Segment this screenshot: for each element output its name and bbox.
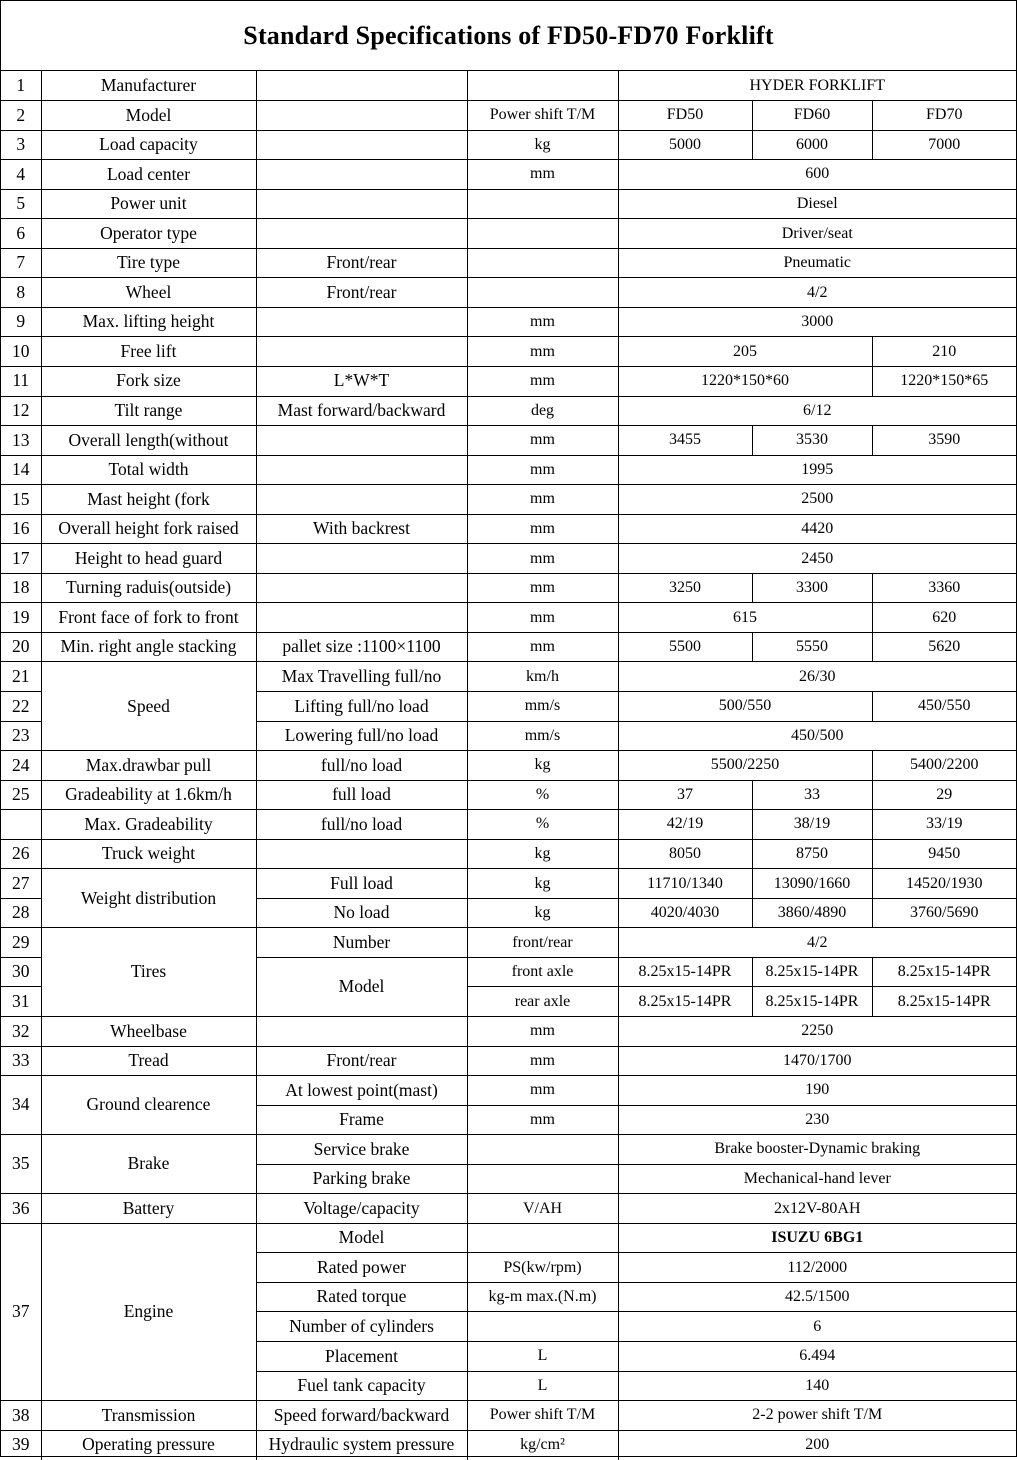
item-name: Free lift bbox=[41, 337, 256, 367]
item-unit bbox=[467, 219, 618, 249]
value-fd60: 33 bbox=[752, 780, 872, 810]
table-row bbox=[1, 71, 1016, 101]
item-unit: V/AH bbox=[467, 1194, 618, 1224]
table-row bbox=[1, 396, 1016, 426]
item-condition: full/no load bbox=[256, 810, 467, 840]
item-condition: Rated power bbox=[256, 1253, 467, 1283]
row-number: 30 bbox=[1, 957, 41, 987]
row-number: 2 bbox=[1, 101, 41, 131]
item-name: Operating pressure bbox=[41, 1430, 256, 1460]
row-number: 12 bbox=[1, 396, 41, 426]
item-unit: km/h bbox=[467, 662, 618, 692]
item-condition bbox=[256, 337, 467, 367]
value-fd50: 5500 bbox=[618, 632, 752, 662]
item-value: 230 bbox=[618, 1105, 1016, 1135]
value-fd70: 1220*150*65 bbox=[872, 366, 1016, 396]
item-name: Gradeability at 1.6km/h bbox=[41, 780, 256, 810]
row-number: 27 bbox=[1, 869, 41, 899]
row-number: 17 bbox=[1, 544, 41, 574]
item-name: Tilt range bbox=[41, 396, 256, 426]
item-unit: mm bbox=[467, 573, 618, 603]
item-condition: L*W*T bbox=[256, 366, 467, 396]
table-row bbox=[1, 780, 1016, 810]
item-value: 600 bbox=[618, 160, 1016, 190]
row-number: 35 bbox=[1, 1135, 41, 1194]
item-name: Total width bbox=[41, 455, 256, 485]
item-name: Brake bbox=[41, 1135, 256, 1194]
item-value: 6/12 bbox=[618, 396, 1016, 426]
table-row bbox=[1, 130, 1016, 160]
item-unit: kg/cm² bbox=[467, 1430, 618, 1460]
item-name: Transmission bbox=[41, 1401, 256, 1431]
value-fd60: 8.25x15-14PR bbox=[752, 957, 872, 987]
item-value: Brake booster-Dynamic braking bbox=[618, 1135, 1016, 1165]
item-unit: mm bbox=[467, 160, 618, 190]
item-condition bbox=[256, 455, 467, 485]
item-condition: No load bbox=[256, 898, 467, 928]
item-unit bbox=[467, 189, 618, 219]
item-condition bbox=[256, 130, 467, 160]
value-fd60: 3300 bbox=[752, 573, 872, 603]
item-value: 2-2 power shift T/M bbox=[618, 1401, 1016, 1431]
item-condition bbox=[256, 603, 467, 633]
row-number: 5 bbox=[1, 189, 41, 219]
item-condition: Full load bbox=[256, 869, 467, 899]
item-condition bbox=[256, 307, 467, 337]
item-condition: Model bbox=[256, 957, 467, 1016]
item-name: Mast height (fork bbox=[41, 485, 256, 515]
item-name: Wheel bbox=[41, 278, 256, 308]
item-condition bbox=[256, 189, 467, 219]
value-fd70: 210 bbox=[872, 337, 1016, 367]
row-number: 32 bbox=[1, 1017, 41, 1047]
item-value: Mechanical-hand lever bbox=[618, 1164, 1016, 1194]
value-fd70: 8.25x15-14PR bbox=[872, 987, 1016, 1017]
table-row bbox=[1, 278, 1016, 308]
item-value: 200 bbox=[618, 1430, 1016, 1460]
item-name: Operator type bbox=[41, 219, 256, 249]
table-row bbox=[1, 514, 1016, 544]
item-name: Truck weight bbox=[41, 839, 256, 869]
item-unit: rear axle bbox=[467, 987, 618, 1017]
item-condition: Front/rear bbox=[256, 1046, 467, 1076]
item-condition: Lowering full/no load bbox=[256, 721, 467, 751]
item-name: Front face of fork to front bbox=[41, 603, 256, 633]
value-fd70: 29 bbox=[872, 780, 1016, 810]
item-value: 42.5/1500 bbox=[618, 1282, 1016, 1312]
row-number: 4 bbox=[1, 160, 41, 190]
item-value: 2450 bbox=[618, 544, 1016, 574]
item-unit: deg bbox=[467, 396, 618, 426]
table-row bbox=[1, 337, 1016, 367]
table-row bbox=[1, 366, 1016, 396]
item-unit: kg bbox=[467, 130, 618, 160]
row-number: 29 bbox=[1, 928, 41, 958]
item-unit: mm/s bbox=[467, 721, 618, 751]
item-unit: kg bbox=[467, 898, 618, 928]
item-condition bbox=[256, 426, 467, 456]
item-value: 3000 bbox=[618, 307, 1016, 337]
table-row bbox=[1, 869, 1016, 899]
row-number: 7 bbox=[1, 248, 41, 278]
row-number: 13 bbox=[1, 426, 41, 456]
item-condition bbox=[256, 1017, 467, 1047]
value-fd70: 3590 bbox=[872, 426, 1016, 456]
item-name: Turning raduis(outside) bbox=[41, 573, 256, 603]
item-name: Overall height fork raised bbox=[41, 514, 256, 544]
table-row bbox=[1, 928, 1016, 958]
row-number: 23 bbox=[1, 721, 41, 751]
item-condition: Front/rear bbox=[256, 278, 467, 308]
item-condition: Placement bbox=[256, 1342, 467, 1372]
item-unit: mm bbox=[467, 1046, 618, 1076]
value-fd50: 8050 bbox=[618, 839, 752, 869]
item-unit: Power shift T/M bbox=[467, 1401, 618, 1431]
item-condition: Lifting full/no load bbox=[256, 691, 467, 721]
row-number: 26 bbox=[1, 839, 41, 869]
table-row bbox=[1, 248, 1016, 278]
value-fd70: 9450 bbox=[872, 839, 1016, 869]
table-row bbox=[1, 1401, 1016, 1431]
item-name: Overall length(without bbox=[41, 426, 256, 456]
table-row bbox=[1, 544, 1016, 574]
item-value: ISUZU 6BG1 bbox=[618, 1223, 1016, 1253]
item-unit: Power shift T/M bbox=[467, 101, 618, 131]
item-name: Weight distribution bbox=[41, 869, 256, 928]
page-title: Standard Specifications of FD50-FD70 Forklift bbox=[1, 1, 1016, 71]
row-number: 36 bbox=[1, 1194, 41, 1224]
item-value: 2500 bbox=[618, 485, 1016, 515]
item-unit bbox=[467, 278, 618, 308]
item-unit: kg bbox=[467, 839, 618, 869]
row-number: 15 bbox=[1, 485, 41, 515]
value-fd60: 3530 bbox=[752, 426, 872, 456]
table-row bbox=[1, 603, 1016, 633]
item-condition: Number of cylinders bbox=[256, 1312, 467, 1342]
item-condition: Hydraulic system pressure bbox=[256, 1430, 467, 1460]
item-value: HYDER FORKLIFT bbox=[618, 71, 1016, 101]
value-fd60: 8.25x15-14PR bbox=[752, 987, 872, 1017]
table-row bbox=[1, 101, 1016, 131]
table-row bbox=[1, 839, 1016, 869]
item-condition bbox=[256, 71, 467, 101]
item-condition bbox=[256, 160, 467, 190]
table-row bbox=[1, 662, 1016, 692]
item-condition: full/no load bbox=[256, 751, 467, 781]
table-row bbox=[1, 1017, 1016, 1047]
item-unit: % bbox=[467, 810, 618, 840]
item-unit: mm bbox=[467, 1105, 618, 1135]
row-number: 28 bbox=[1, 898, 41, 928]
value-fd60: 5550 bbox=[752, 632, 872, 662]
item-condition: Voltage/capacity bbox=[256, 1194, 467, 1224]
row-number: 6 bbox=[1, 219, 41, 249]
item-value: 4/2 bbox=[618, 278, 1016, 308]
value-fd60: 38/19 bbox=[752, 810, 872, 840]
row-number: 25 bbox=[1, 780, 41, 810]
value-fd70: 14520/1930 bbox=[872, 869, 1016, 899]
item-condition: Number bbox=[256, 928, 467, 958]
row-number: 33 bbox=[1, 1046, 41, 1076]
item-condition: full load bbox=[256, 780, 467, 810]
item-unit: mm bbox=[467, 426, 618, 456]
row-number: 21 bbox=[1, 662, 41, 692]
spec-table bbox=[1, 71, 1016, 1460]
item-name: Fork size bbox=[41, 366, 256, 396]
value-fd50-fd60: 205 bbox=[618, 337, 872, 367]
item-unit: kg-m max.(N.m) bbox=[467, 1282, 618, 1312]
item-unit: front axle bbox=[467, 957, 618, 987]
item-unit: PS(kw/rpm) bbox=[467, 1253, 618, 1283]
value-fd60: 3860/4890 bbox=[752, 898, 872, 928]
item-name: Min. right angle stacking bbox=[41, 632, 256, 662]
item-unit: mm bbox=[467, 1076, 618, 1106]
row-number: 10 bbox=[1, 337, 41, 367]
item-name: Max. Gradeability bbox=[41, 810, 256, 840]
item-condition: Rated torque bbox=[256, 1282, 467, 1312]
item-unit: mm bbox=[467, 337, 618, 367]
item-unit: mm bbox=[467, 514, 618, 544]
item-condition: Max Travelling full/no bbox=[256, 662, 467, 692]
item-value: 190 bbox=[618, 1076, 1016, 1106]
item-condition: Frame bbox=[256, 1105, 467, 1135]
item-unit: mm bbox=[467, 366, 618, 396]
item-name: Load center bbox=[41, 160, 256, 190]
row-number: 16 bbox=[1, 514, 41, 544]
item-condition: Fuel tank capacity bbox=[256, 1371, 467, 1401]
item-unit bbox=[467, 1223, 618, 1253]
item-value: Pneumatic bbox=[618, 248, 1016, 278]
item-unit: mm bbox=[467, 307, 618, 337]
item-unit: % bbox=[467, 780, 618, 810]
item-name: Manufacturer bbox=[41, 71, 256, 101]
value-fd60: 8750 bbox=[752, 839, 872, 869]
item-value: Driver/seat bbox=[618, 219, 1016, 249]
item-unit: mm bbox=[467, 455, 618, 485]
item-unit bbox=[467, 248, 618, 278]
value-fd50: FD50 bbox=[618, 101, 752, 131]
value-fd50: 5000 bbox=[618, 130, 752, 160]
row-number: 39 bbox=[1, 1430, 41, 1460]
table-row bbox=[1, 1046, 1016, 1076]
item-condition: Mast forward/backward bbox=[256, 396, 467, 426]
value-fd50-fd60: 615 bbox=[618, 603, 872, 633]
item-condition bbox=[256, 485, 467, 515]
value-fd70: 3760/5690 bbox=[872, 898, 1016, 928]
item-value: 26/30 bbox=[618, 662, 1016, 692]
row-number: 20 bbox=[1, 632, 41, 662]
value-fd70: 620 bbox=[872, 603, 1016, 633]
item-condition bbox=[256, 573, 467, 603]
item-condition: Front/rear bbox=[256, 248, 467, 278]
item-unit: mm bbox=[467, 1017, 618, 1047]
item-unit: L bbox=[467, 1371, 618, 1401]
table-row bbox=[1, 1223, 1016, 1253]
value-fd50-fd60: 1220*150*60 bbox=[618, 366, 872, 396]
item-value: 140 bbox=[618, 1371, 1016, 1401]
item-value: 1995 bbox=[618, 455, 1016, 485]
row-number: 24 bbox=[1, 751, 41, 781]
row-number: 19 bbox=[1, 603, 41, 633]
item-unit: mm/s bbox=[467, 691, 618, 721]
value-fd60: 13090/1660 bbox=[752, 869, 872, 899]
table-row bbox=[1, 573, 1016, 603]
item-value: 4420 bbox=[618, 514, 1016, 544]
row-number: 9 bbox=[1, 307, 41, 337]
item-value: Diesel bbox=[618, 189, 1016, 219]
item-name: Battery bbox=[41, 1194, 256, 1224]
item-value: 4/2 bbox=[618, 928, 1016, 958]
value-fd50-fd60: 5500/2250 bbox=[618, 751, 872, 781]
item-unit: mm bbox=[467, 632, 618, 662]
table-row bbox=[1, 1194, 1016, 1224]
item-condition bbox=[256, 219, 467, 249]
row-number: 38 bbox=[1, 1401, 41, 1431]
table-row bbox=[1, 751, 1016, 781]
item-unit: L bbox=[467, 1342, 618, 1372]
table-row bbox=[1, 160, 1016, 190]
item-condition: With backrest bbox=[256, 514, 467, 544]
item-unit: mm bbox=[467, 544, 618, 574]
item-condition bbox=[256, 544, 467, 574]
value-fd70: 7000 bbox=[872, 130, 1016, 160]
item-condition: Model bbox=[256, 1223, 467, 1253]
item-name: Model bbox=[41, 101, 256, 131]
item-condition bbox=[256, 101, 467, 131]
item-name: Max.drawbar pull bbox=[41, 751, 256, 781]
table-row bbox=[1, 426, 1016, 456]
item-unit: kg bbox=[467, 869, 618, 899]
item-value: 2250 bbox=[618, 1017, 1016, 1047]
item-condition: At lowest point(mast) bbox=[256, 1076, 467, 1106]
value-fd70: 5400/2200 bbox=[872, 751, 1016, 781]
item-name: Height to head guard bbox=[41, 544, 256, 574]
value-fd70: FD70 bbox=[872, 101, 1016, 131]
item-unit bbox=[467, 1312, 618, 1342]
value-fd70: 5620 bbox=[872, 632, 1016, 662]
value-fd50: 37 bbox=[618, 780, 752, 810]
value-fd50: 8.25x15-14PR bbox=[618, 987, 752, 1017]
row-number: 11 bbox=[1, 366, 41, 396]
table-row bbox=[1, 455, 1016, 485]
item-unit: mm bbox=[467, 485, 618, 515]
value-fd60: FD60 bbox=[752, 101, 872, 131]
row-number: 22 bbox=[1, 691, 41, 721]
item-unit bbox=[467, 71, 618, 101]
row-number: 37 bbox=[1, 1223, 41, 1400]
item-name: Power unit bbox=[41, 189, 256, 219]
row-number: 8 bbox=[1, 278, 41, 308]
item-name: Tire type bbox=[41, 248, 256, 278]
item-name: Wheelbase bbox=[41, 1017, 256, 1047]
value-fd50: 3250 bbox=[618, 573, 752, 603]
item-unit: front/rear bbox=[467, 928, 618, 958]
item-value: 450/500 bbox=[618, 721, 1016, 751]
item-name: Ground clearence bbox=[41, 1076, 256, 1135]
item-value: 6 bbox=[618, 1312, 1016, 1342]
item-condition: pallet size :1100×1100 bbox=[256, 632, 467, 662]
item-unit bbox=[467, 1135, 618, 1165]
item-condition: Speed forward/backward bbox=[256, 1401, 467, 1431]
row-number: 18 bbox=[1, 573, 41, 603]
item-unit bbox=[467, 1164, 618, 1194]
item-name: Tires bbox=[41, 928, 256, 1017]
table-row bbox=[1, 1135, 1016, 1165]
item-name: Load capacity bbox=[41, 130, 256, 160]
item-value: 1470/1700 bbox=[618, 1046, 1016, 1076]
item-name: Engine bbox=[41, 1223, 256, 1400]
table-row bbox=[1, 1076, 1016, 1106]
value-fd70: 33/19 bbox=[872, 810, 1016, 840]
item-name: Max. lifting height bbox=[41, 307, 256, 337]
item-value: 6.494 bbox=[618, 1342, 1016, 1372]
item-condition: Service brake bbox=[256, 1135, 467, 1165]
row-number: 14 bbox=[1, 455, 41, 485]
value-fd70: 3360 bbox=[872, 573, 1016, 603]
table-row bbox=[1, 485, 1016, 515]
item-unit: mm bbox=[467, 603, 618, 633]
value-fd60: 6000 bbox=[752, 130, 872, 160]
item-condition bbox=[256, 839, 467, 869]
row-number bbox=[1, 810, 41, 840]
value-fd50: 4020/4030 bbox=[618, 898, 752, 928]
item-name: Speed bbox=[41, 662, 256, 751]
table-row bbox=[1, 219, 1016, 249]
row-number: 3 bbox=[1, 130, 41, 160]
value-fd70: 450/550 bbox=[872, 691, 1016, 721]
value-fd70: 8.25x15-14PR bbox=[872, 957, 1016, 987]
item-unit: kg bbox=[467, 751, 618, 781]
table-row bbox=[1, 307, 1016, 337]
row-number: 1 bbox=[1, 71, 41, 101]
value-fd50: 3455 bbox=[618, 426, 752, 456]
table-row bbox=[1, 810, 1016, 840]
item-condition: Parking brake bbox=[256, 1164, 467, 1194]
row-number: 34 bbox=[1, 1076, 41, 1135]
value-fd50: 8.25x15-14PR bbox=[618, 957, 752, 987]
table-row bbox=[1, 632, 1016, 662]
item-name: Tread bbox=[41, 1046, 256, 1076]
value-fd50: 11710/1340 bbox=[618, 869, 752, 899]
table-row bbox=[1, 189, 1016, 219]
item-value: 112/2000 bbox=[618, 1253, 1016, 1283]
row-number: 31 bbox=[1, 987, 41, 1017]
item-value: 2x12V-80AH bbox=[618, 1194, 1016, 1224]
value-fd50: 42/19 bbox=[618, 810, 752, 840]
table-row bbox=[1, 1430, 1016, 1460]
value-fd50-fd60: 500/550 bbox=[618, 691, 872, 721]
